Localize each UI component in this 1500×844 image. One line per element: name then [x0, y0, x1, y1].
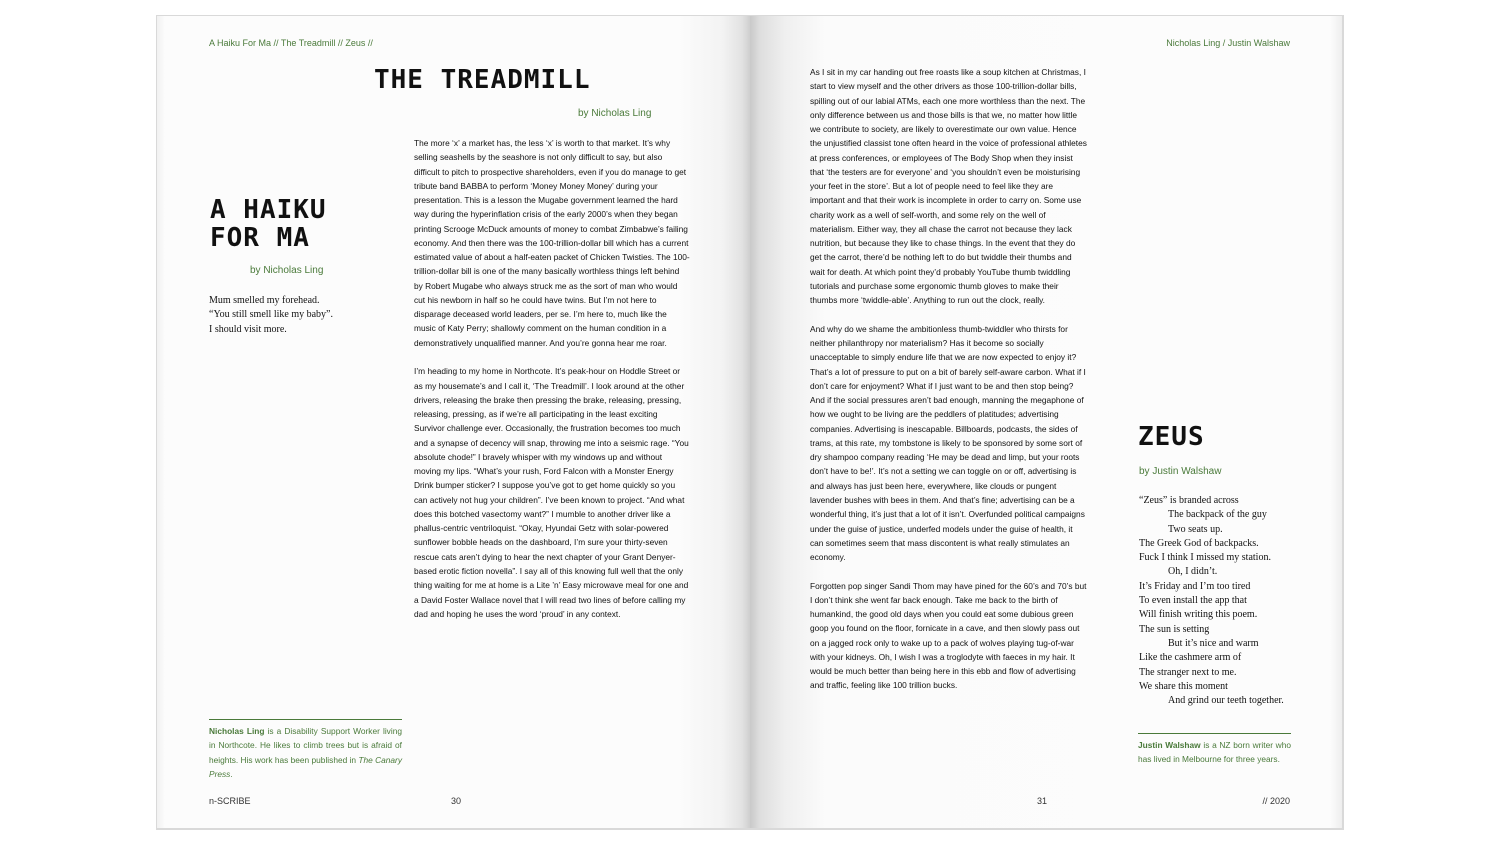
- running-head-left: A Haiku For Ma // The Treadmill // Zeus //: [209, 38, 373, 48]
- treadmill-paragraph-1: The more ‘x’ a market has, the less ‘x’ is worth to that market. It’s why selling seashells by the seashore is not only difficult to say, but also difficult to pitch to prospective shareholders, even if you do manage to get tribute band BABBA to perform ‘Money Money Money’ during your presentation. This is a lesson the Mugabe government learned the hard way during the hyperinflation crisis of the early 2000’s when they began printing Scrooge McDuck amounts of money to combat Zimbabwe’s failing economy. And then there was the 100-trillion-dollar bill which has a current estimated value of about a half-eaten packet of Chicken Twisties. The 100-trillion-dollar bill is one of the many basically worthless things left behind by Robert Mugabe who always struck me as the sort of man who would cut his newborn in half so he could have twins. But I’m not here to disparage deceased world leaders, per se. I’m here to, much like the music of Katy Perry; shallowly comment on the human condition in a demonstratively unqualified manner. And you’re gonna hear me roar.: [414, 138, 690, 348]
- zeus-line: And grind our teeth together.: [1168, 695, 1284, 707]
- haiku-poem: [209, 294, 333, 337]
- page-number-left: 30: [451, 796, 462, 806]
- haiku-line: I should visit more.: [209, 323, 287, 335]
- zeus-line: We share this moment: [1139, 680, 1228, 692]
- zeus-line: The Greek God of backpacks.: [1139, 537, 1259, 549]
- treadmill-body: [414, 136, 690, 635]
- footer-publication: n-SCRIBE: [209, 796, 251, 806]
- zeus-line: It’s Friday and I’m too tired: [1139, 580, 1251, 592]
- zeus-title: ZEUS: [1138, 422, 1205, 452]
- zeus-line: To even install the app that: [1139, 595, 1247, 607]
- zeus-line: Oh, I didn’t.: [1168, 566, 1218, 578]
- bio-author-name: Justin Walshaw: [1138, 740, 1201, 750]
- zeus-line: Two seats up.: [1168, 523, 1223, 535]
- treadmill-paragraph-3: As I sit in my car handing out free roasts like a soup kitchen at Christmas, I start to view myself and the other drivers as those 100-trillion-dollar bills, spilling out of our labial ATMs, each one more worthless than the next. The only difference between us and those bills is that we, no matter how little we contribute to society, are likely to overestimate our own value. Hence the unjustified classist tone often heard in the voice of professional athletes at press conferences, or employees of The Body Shop when they insist that ‘the testers are for everyone’ and ‘you shouldn’t even be moisturising your feet in the store’. But a lot of people need to feel like they are important and that their work is incomplete in order to carry on. Some use charity work as a well of self-worth, and some rely on the well of materialism. Either way, they all chase the carrot not because they lack nutrition, but because they like to chase things. In the event that they do get the carrot, there’d be nothing left to do but twiddle their thumbs and wait for death. At which point they’d probably YouTube thumb twiddling tutorials and purchase some ergonomic thumb gloves to make their thumbs more ‘twiddle-able’. Anything to run out the clock, really.: [810, 67, 1087, 306]
- haiku-title-line-2: FOR MA: [210, 223, 310, 253]
- author-bio-justin-walshaw: [1138, 733, 1291, 767]
- treadmill-continued-body: [810, 65, 1088, 707]
- zeus-line: The backpack of the guy: [1168, 509, 1267, 521]
- zeus-byline: by Justin Walshaw: [1139, 466, 1222, 477]
- right-page: [750, 16, 1342, 828]
- haiku-byline: by Nicholas Ling: [250, 265, 324, 276]
- running-head-right: Nicholas Ling / Justin Walshaw: [1166, 38, 1290, 48]
- zeus-line: Like the cashmere arm of: [1139, 652, 1242, 664]
- zeus-line: “Zeus” is branded across: [1139, 495, 1239, 506]
- zeus-line: Fuck I think I missed my station.: [1139, 552, 1271, 564]
- left-page: [157, 16, 750, 828]
- zeus-poem: [1139, 494, 1284, 708]
- zeus-line: The sun is setting: [1139, 623, 1210, 635]
- bio-publication: The Canary Press: [209, 754, 402, 779]
- haiku-title-line-1: A HAIKU: [210, 195, 327, 225]
- bio-end: .: [230, 768, 233, 779]
- treadmill-paragraph-5: Forgotten pop singer Sandi Thom may have pined for the 60’s and 70’s but I don’t think she went far back enough. Take me back to the birth of humankind, the good old days when you could eat some dubious green goop you found on the floor, fornicate in a cave, and then slowly pass out on a jagged rock only to wake up to a pack of wolves playing tug-of-war with your kidneys. Oh, I wish I was a troglodyte with faeces in my hair. It would be much better than being here in this ebb and flow of advertising and traffic, feeling like 100 trillion bucks.: [810, 580, 1087, 691]
- treadmill-paragraph-4: And why do we shame the ambitionless thumb-twiddler who thirsts for neither philanthropy nor materialism? Has it become so socially unacceptable to simply endure life that we are now expected to enjoy it? That’s a lot of pressure to put on a bit of barely self-aware carbon. What if I don’t care for enjoyment? What if I just want to be and then stop being? And if the social pressures aren’t bad enough, manning the megaphone of how we ought to be living are the peddlers of platitudes; advertising companies. Advertising is inescapable. Billboards, podcasts, the sides of trams, at this rate, my tombstone is likely to be sponsored by some sort of dry shampoo company reading ‘He may be dead and limp, but your roots don’t have to be!’. It’s not a setting we can toggle on or off, advertising is and always has just been here, everywhere, like clouds or pungent lavender bushes with bees in them. And that’s fine; advertising can be a wonderful thing, it’s just that a lot of it isn’t. Overfunded political campaigns under the guise of justice, underfed models under the guise of health, it can sometimes seem that mass discontent is what really stimulates an economy.: [810, 323, 1086, 563]
- treadmill-title: THE TREADMILL: [374, 65, 591, 95]
- author-bio-nicholas-ling: [209, 719, 402, 781]
- haiku-title: [210, 196, 327, 252]
- zeus-line: Will finish writing this poem.: [1139, 609, 1258, 621]
- footer-year: // 2020: [1262, 796, 1290, 806]
- treadmill-byline: by Nicholas Ling: [578, 108, 652, 119]
- haiku-line: Mum smelled my forehead.: [209, 295, 320, 306]
- treadmill-paragraph-2: I’m heading to my home in Northcote. It’s peak-hour on Hoddle Street or as my housemate’s and I call it, ‘The Treadmill’. I look around at the other drivers, releasing the brake then pressing the brake, releasing, pressing, releasing, pressing, as if we’re all participating in the least exciting Survivor challenge ever. Occasionally, the frustration becomes too much and a synapse of decency will snap, throwing me into a seismic rage. “You absolute chode!” I bravely whisper with my windows up and without moving my lips. “What’s your rush, Ford Falcon with a Monster Energy Drink bumper sticker? I suppose you’ve got to get home quickly so you can actively not hug your children”. I’ve been known to project. “And what does this botched vasectomy want?” I mumble to another driver like a phallus-centric ventriloquist. “Okay, Hyundai Getz with solar-powered sunflower bobble heads on the dashboard, I’m sure your thirty-seven rescue cats aren’t dying to hear the next chapter of your Grant Denyer-based erotic fiction novella”. I say all of this knowing full well that the only thing waiting for me at home is a Lite ’n’ Easy microwave meal for one and a David Foster Wallace novel that I will read two lines of before calling my dad and hoping he uses the word ‘proud’ in any context.: [414, 366, 689, 619]
- page-number-right: 31: [1037, 796, 1048, 806]
- zeus-line: But it’s nice and warm: [1168, 637, 1259, 649]
- haiku-line: “You still smell like my baby”.: [209, 309, 333, 321]
- bio-author-name: Nicholas Ling: [209, 726, 265, 736]
- bio-text: is a Disability Support Worker living in Northcote. He likes to climb trees but is afraid of heights. His work has been published in: [209, 726, 402, 765]
- zeus-line: The stranger next to me.: [1139, 666, 1237, 678]
- bio-text: is a NZ born writer who has lived in Melbourne for three years.: [1138, 740, 1291, 765]
